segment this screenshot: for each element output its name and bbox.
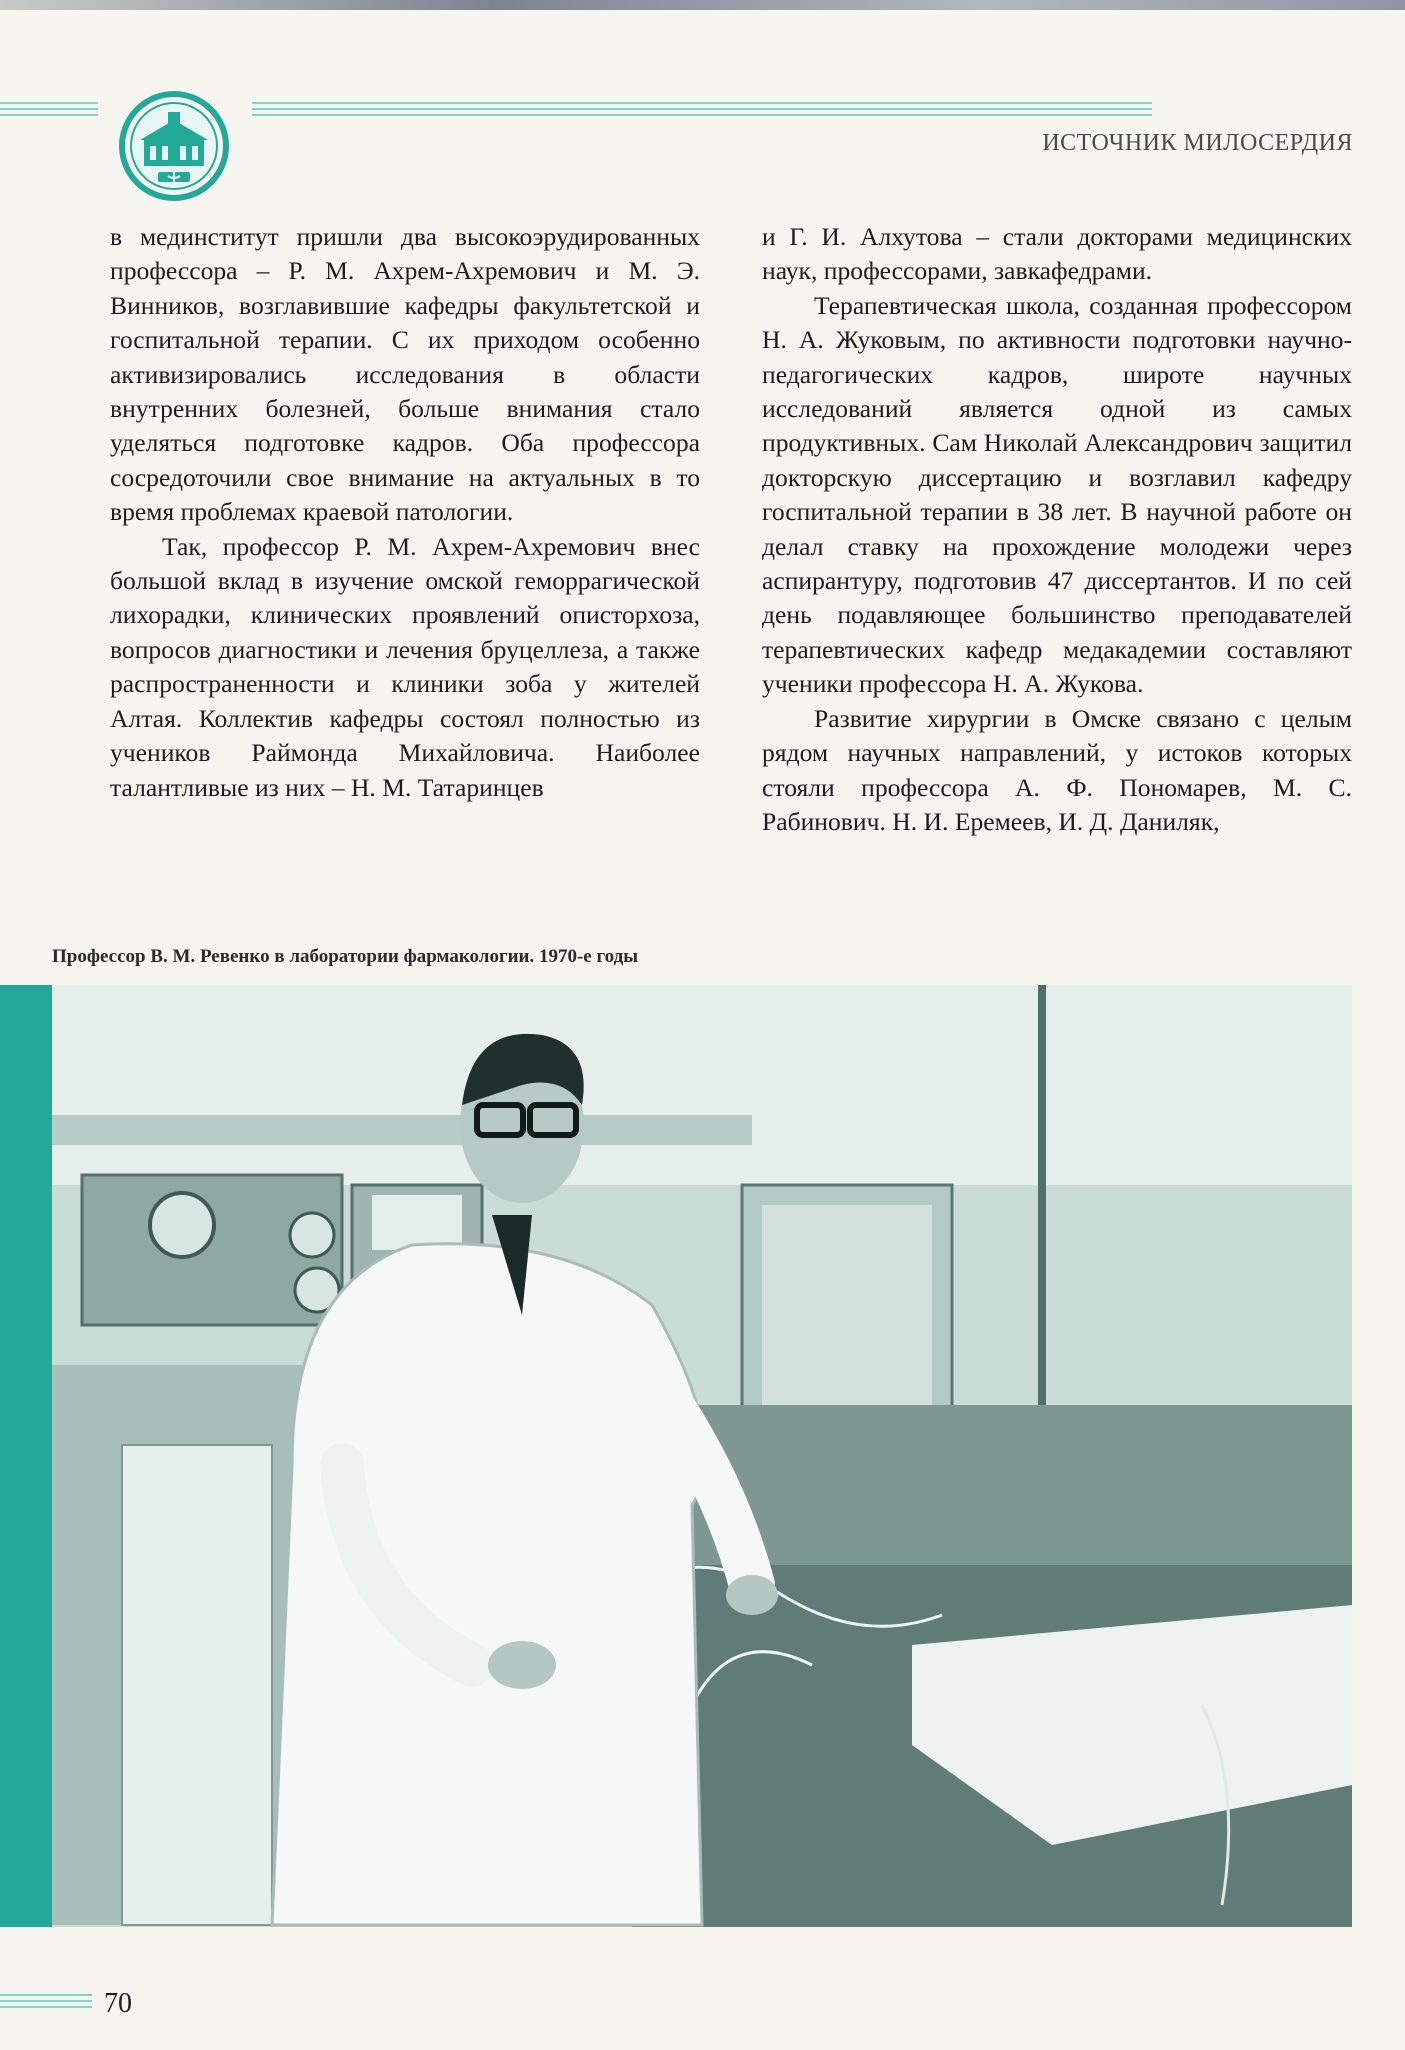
running-head: ИСТОЧНИК МИЛОСЕРДИЯ — [1042, 130, 1353, 156]
paragraph: Развитие хирургии в Омске связано с целым рядом научных направлений, у истоков которых стояли профессора А. Ф. Пономарев, М. С. Рабинович. Н. И. Еремеев, И. Д. Даниляк, — [762, 703, 1352, 836]
paragraph: Терапевтическая школа, созданная профессором Н. А. Жуковым, по активности подготовки научно-педагогических кадров, широте научных исследований является одной из самых продуктивных. Сам Николай Александрович защитил докторскую диссертацию и возглавил кафедру госпитальной терапии в 38 лет. В научной работе он делал ставку на прохождение молодежи через аспирантуру, подготовив 47 диссертантов. И по сей день подавляющее большинство преподавателей терапевтических кафедр медакадемии составляют ученики профессора Н. А. Жукова. — [762, 290, 1352, 699]
paragraph: и Г. И. Алхутова – стали докторами медицинских наук, профессорами, завкафедрами. — [762, 222, 1352, 286]
photo-accent-bar — [0, 985, 52, 1927]
text-column-right — [762, 220, 1352, 839]
page-top-edge — [0, 0, 1405, 10]
academy-building-emblem-icon — [114, 90, 234, 202]
text-column-left — [110, 220, 700, 805]
footer-rule — [0, 1994, 92, 2016]
page-number: 70 — [104, 1988, 132, 2019]
header-rule-right — [252, 102, 1152, 126]
photo-caption: Профессор В. М. Ревенко в лаборатории фармакологии. 1970-е годы — [52, 946, 639, 967]
paragraph: в мединститут пришли два высокоэрудированных профессора – Р. М. Ахрем-Ахремович и М. Э. Винников, возглавившие кафедры факультетской и госпитальной терапии. С их приходом особенно активизировались исследования в области внутренних болезней, больше внимания стало уделяться подготовке кадров. Оба профессора сосредоточили свое внимание на актуальных в то время проблемах краевой патологии. — [110, 222, 700, 527]
paragraph: Так, профессор Р. М. Ахрем-Ахремович внес большой вклад в изучение омской геморрагической лихорадки, клинических проявлений описторхоза, вопросов диагностики и лечения бруцеллеза, а также распространенности и клиники зоба у жителей Алтая. Коллектив кафедры состоял полностью из учеников Раймонда Михайловича. Наиболее талантливые из них – Н. М. Татаринцев — [110, 531, 700, 802]
laboratory-photo — [52, 985, 1352, 1927]
header-rule-left — [0, 102, 98, 126]
